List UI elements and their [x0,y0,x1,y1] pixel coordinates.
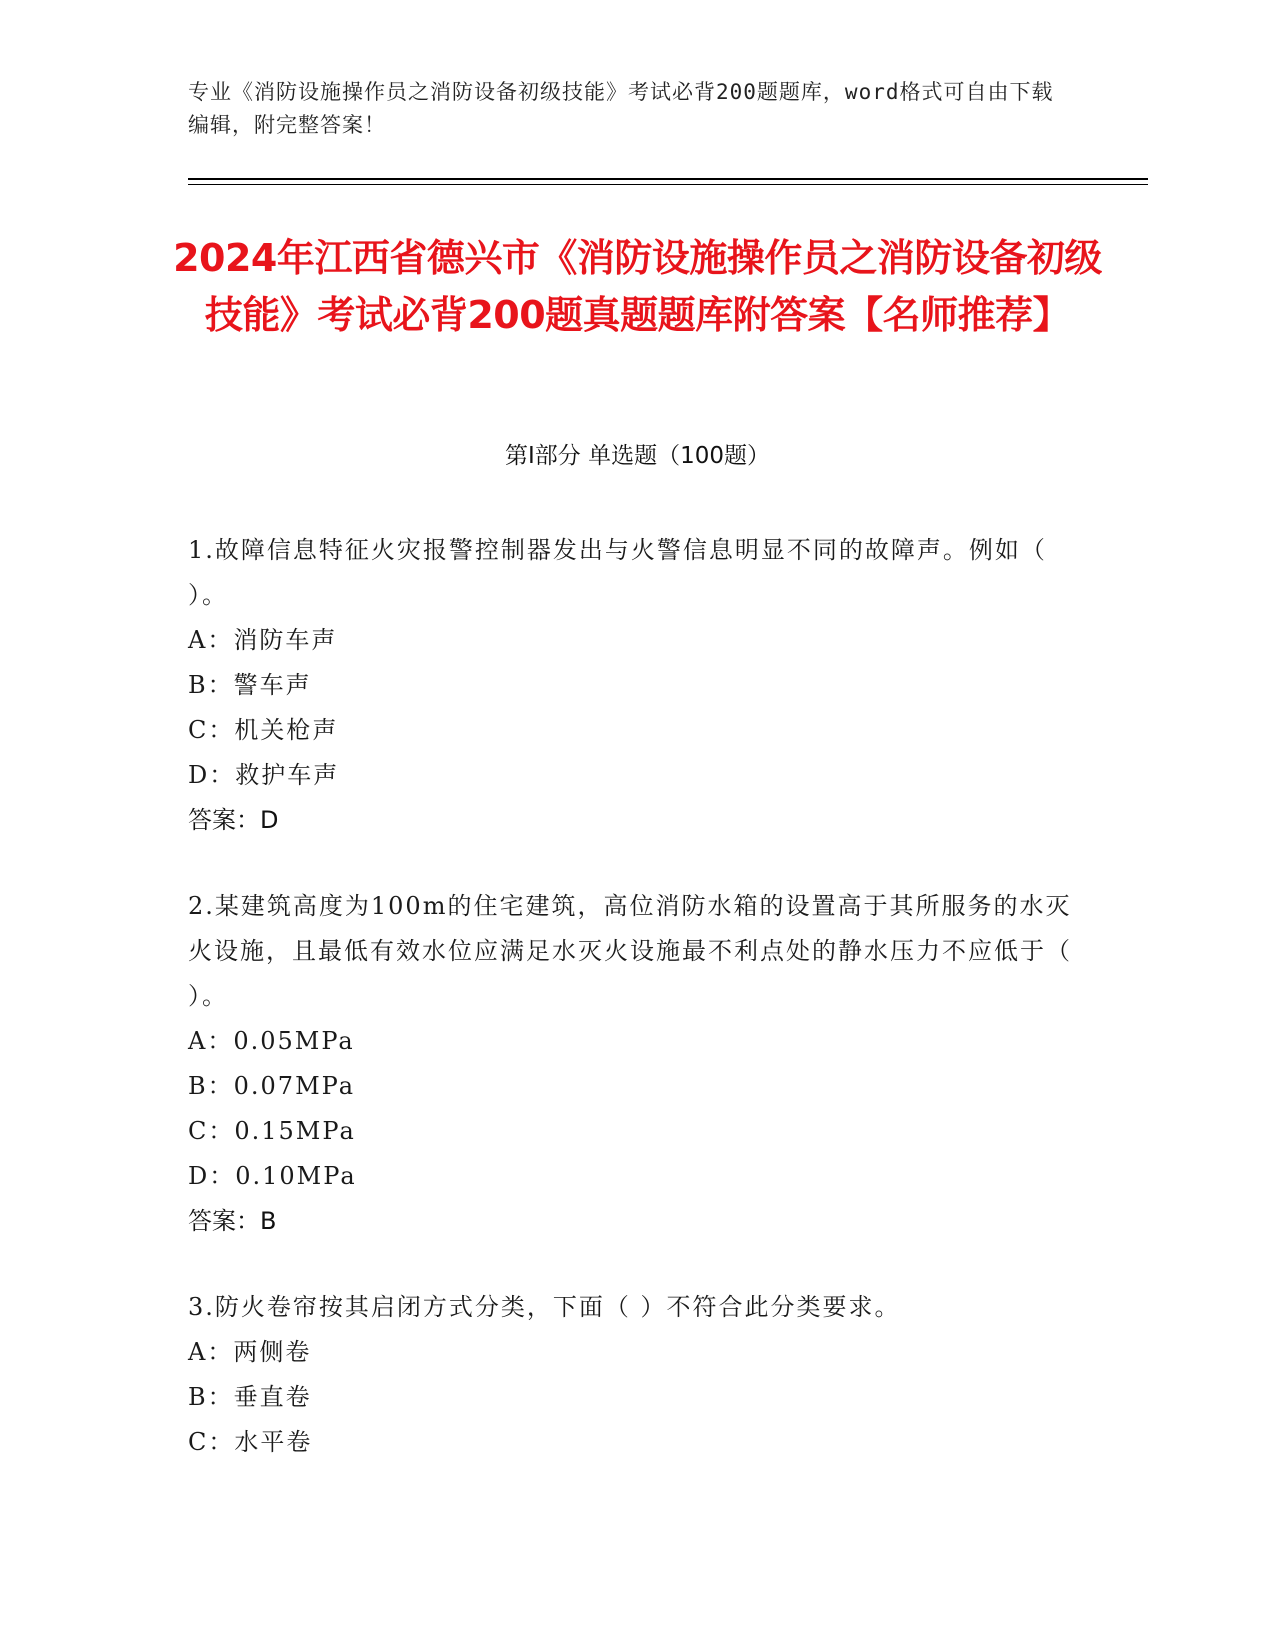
option-a: A：0.05MPa [188,1027,355,1055]
question-2 [188,884,1078,1244]
answer: 答案：B [188,1207,277,1235]
header-divider-thick [188,178,1148,180]
question-stem: 1.故障信息特征火灾报警控制器发出与火警信息明显不同的故障声。例如（ ）。 [188,536,1047,609]
question-list [188,528,1078,1506]
question-1 [188,528,1078,843]
header-divider-thin [188,184,1148,185]
section-title: 第Ⅰ部分 单选题（100题） [505,443,770,469]
option-b: B：垂直卷 [188,1383,312,1411]
option-d: D：救护车声 [188,761,340,789]
option-d: D：0.10MPa [188,1162,357,1190]
option-c: C：0.15MPa [188,1117,356,1145]
option-a: A：消防车声 [188,626,338,654]
header-note: 专业《消防设施操作员之消防设备初级技能》考试必背200题题库，word格式可自由下载编辑，附完整答案！ [188,80,1054,137]
option-b: B：0.07MPa [188,1072,356,1100]
option-a: A：两侧卷 [188,1338,312,1366]
question-3 [188,1285,1078,1465]
question-stem: 3.防火卷帘按其启闭方式分类，下面（ ）不符合此分类要求。 [188,1293,901,1321]
document-title: 2024年江西省德兴市《消防设施操作员之消防设备初级技能》考试必背200题真题题库附答案【名师推荐】 [173,236,1102,337]
question-stem: 2.某建筑高度为100m的住宅建筑，高位消防水箱的设置高于其所服务的水灭火设施，且最低有效水位应满足水灭火设施最不利点处的静水压力不应低于（ ）。 [188,892,1072,1010]
option-c: C：水平卷 [188,1428,313,1456]
answer: 答案：D [188,806,279,834]
option-b: B：警车声 [188,671,312,699]
option-c: C：机关枪声 [188,716,339,744]
